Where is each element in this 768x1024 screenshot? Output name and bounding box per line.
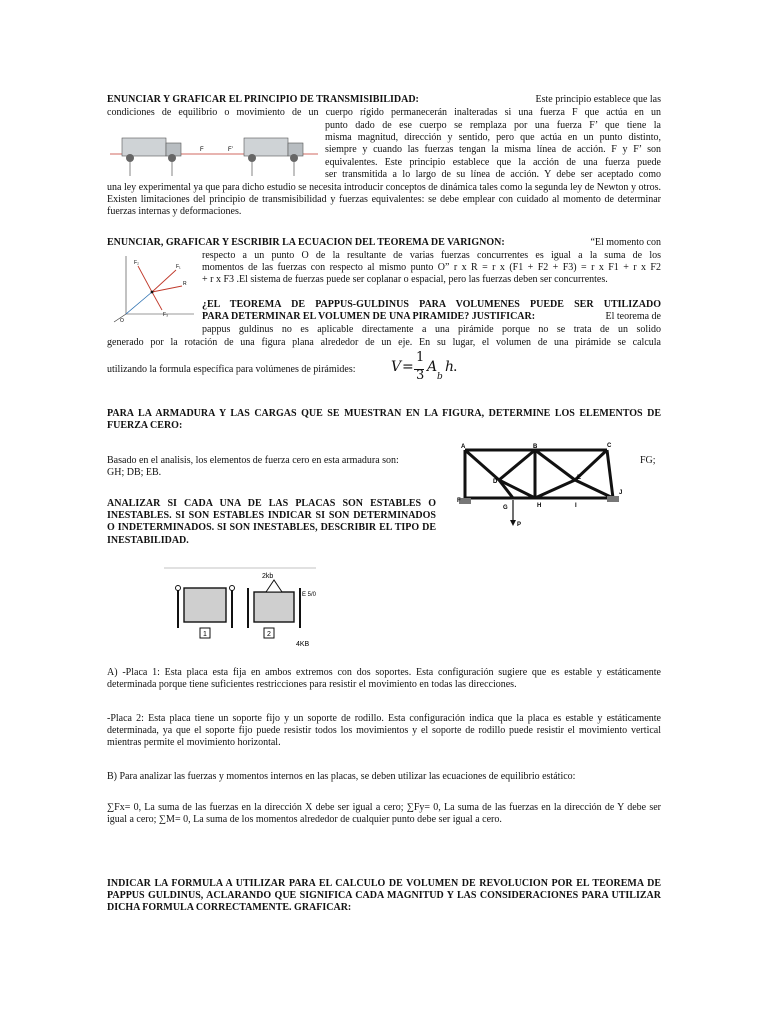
- side-line: equivalentes. Este principio establece que la acción de una fuerza puede: [325, 156, 661, 168]
- vector-f1: [152, 270, 176, 292]
- armadura-figure: [455, 440, 627, 530]
- label-f: F: [457, 498, 461, 504]
- formula-b: b: [437, 372, 443, 382]
- pappus-heading-line2: PARA DETERMINAR EL VOLUMEN DE UNA PIRAMIDE? JUSTIFICAR:: [202, 311, 536, 322]
- varignon-figure: [110, 252, 198, 324]
- side-line: respecto a un punto O de la resultante de varias fuerzas concurrentes es igual a la suma de los: [202, 250, 661, 261]
- varignon-line1: “El momento con: [590, 237, 661, 248]
- side-line: siempre y cuando las fuerzas tengan la misma línea de acción. F y F’ son: [325, 144, 661, 156]
- transmisibilidad-intro: [107, 94, 661, 106]
- placas-heading: ANALIZAR SI CADA UNA DE LAS PLACAS SON ESTABLES O INESTABLES. SI SON ESTABLES INDICAR SI SON DETERMINADOS O INDETERMINADOS. SI SON INESTABLES, DESCRIBIR EL TIPO DE INESTABILIDAD.: [107, 498, 436, 546]
- truss-members: [465, 450, 613, 498]
- truck-right: [244, 138, 303, 176]
- pyramid-volume-formula: [391, 352, 491, 388]
- transmisibilidad-line1: Este principio establece que las: [535, 94, 661, 105]
- origin-label: O: [120, 318, 124, 324]
- truck-left: [122, 138, 181, 176]
- transmisibilidad-rest: una ley experimental ya que para dicho estudio se necesita introducir conceptos de dinámica tales como la segunda ley de Newton y otros. Existen limitaciones del principio de transmisibilidad y fuerzas equivalentes: se debe emplear con cuidado al momento de determinar fuerzas internas y deformaciones.: [107, 182, 661, 218]
- label-j: J: [619, 490, 623, 496]
- side-line: + r x F3 .El sistema de fuerzas puede ser coplanar o espacial, pero las fuerzas deben ser concurrentes.: [202, 274, 608, 286]
- load-arrowhead: [510, 520, 516, 526]
- placas-equilibrium: ∑Fx= 0, La suma de las fuerzas en la dirección X debe ser igual a cero; ∑Fy= 0, La suma de las fuerzas en la dirección de Y debe ser igual a cero; ∑M= 0, La suma de los momentos alrededor de cualquier punto debe ser igual a cero.: [107, 802, 661, 826]
- pappus-line3: pappus guldinus no es aplicable directamente a una pirámide porque no se trata de un solido: [202, 324, 661, 335]
- plate-1: [176, 586, 235, 639]
- placas-answer-a1: A) -Placa 1: Esta placa esta fija en ambos extremos con dos soportes. Esta configuración sugiere que es estable y estáticamente determinada porque tiene suficientes restricciones para resistir el movimiento en todas las direcciones.: [107, 667, 661, 691]
- support-right: [607, 496, 619, 502]
- transmisibilidad-line2: condiciones de equilibrio o movimiento de un cuerpo rígido permanecerán inalteradas si una fuerza F que actúa en un: [107, 107, 661, 118]
- pappus-line4: generado por la rotación de una figura plana alrededor de un eje. En su lugar, el volumen de una pirámide se calcula: [107, 337, 661, 348]
- label-c: C: [607, 443, 612, 449]
- vector-f2: [138, 266, 152, 292]
- force-f-label: F: [200, 147, 204, 153]
- transmisibilidad-heading: ENUNCIAR Y GRAFICAR EL PRINCIPIO DE TRANSMISIBILIDAD:: [107, 94, 419, 105]
- label-g: G: [503, 505, 508, 511]
- side-line: ser transmitida a lo largo de su línea de acción. Y debe ser aceptado como: [325, 168, 661, 180]
- r-label: R: [183, 281, 187, 287]
- vector-f3: [152, 292, 162, 310]
- formula-den: 3: [416, 368, 425, 383]
- formula-h: h: [445, 359, 455, 375]
- transmisibilidad-figure: [108, 130, 320, 184]
- plate-2: [248, 573, 317, 648]
- formula-dot: .: [453, 359, 458, 375]
- truss-labels: [457, 443, 622, 528]
- placas-figure: [162, 566, 318, 650]
- force-fp-label: F’: [228, 147, 233, 153]
- label-i: I: [575, 503, 577, 509]
- formula-a: A: [427, 359, 438, 375]
- plate-2-top-load: 2kb: [262, 573, 274, 580]
- placas-answer-a2: -Placa 2: Esta placa tiene un soporte fijo y un soporte de rodillo. Esta configuración indica que la placa es estable y estáticamente determinada, ya que el soporte fijo puede resistir todos los movimientos y el soporte de rodillo puede resistir el movimiento vertical mientras permite el movimiento horizontal.: [107, 713, 661, 749]
- pappus-text: El teorema de: [605, 311, 661, 322]
- f2-label: F₂: [134, 260, 139, 266]
- varignon-heading: ENUNCIAR, GRAFICAR Y ESCRIBIR LA ECUACION DEL TEOREMA DE VARIGNON:: [107, 237, 505, 248]
- pappus-line2: [202, 311, 661, 323]
- placas-answer-b: B) Para analizar las fuerzas y momentos internos en las placas, se deben utilizar las ecuaciones de equilibrio estático:: [107, 771, 576, 782]
- armadura-answer-line2: GH; DB; EB.: [107, 467, 162, 478]
- armadura-answer-line1: Basado en el analisis, los elementos de fuerza cero en esta armadura son:: [107, 455, 399, 466]
- revolucion-heading: INDICAR LA FORMULA A UTILIZAR PARA EL CALCULO DE VOLUMEN DE REVOLUCION POR EL TEOREMA DE PAPPUS GULDINUS, ACLARANDO QUE SIGNIFICA CADA MAGNITUD Y LAS CONSIDERACIONES PARA UTILIZAR DICHA FORMULA CORRECTAMENTE. GRAFICAR:: [107, 878, 661, 914]
- pappus-heading-line1: ¿EL TEOREMA DE PAPPUS-GULDINUS PARA VOLUMENES PUEDE SER UTILIZADO: [202, 299, 661, 310]
- label-d: D: [493, 479, 498, 485]
- varignon-intro: [107, 237, 661, 249]
- armadura-answer-fg: FG;: [640, 455, 656, 466]
- side-line: misma magnitud, dirección y sentido, pero que actúa en un punto distinto,: [325, 132, 661, 144]
- label-e: E: [577, 475, 582, 481]
- pappus-line5: utilizando la formula específica para volúmenes de pirámides:: [107, 364, 356, 375]
- formula-v: V: [391, 359, 402, 375]
- transmisibilidad-side: [325, 120, 661, 181]
- formula-num: 1: [416, 350, 425, 365]
- label-a: A: [461, 444, 466, 450]
- vector-resultant: [152, 286, 182, 292]
- f3-label: F₃: [163, 312, 169, 318]
- f1-label: F₁: [176, 264, 181, 270]
- label-b: B: [533, 444, 538, 450]
- label-h: H: [537, 503, 542, 509]
- support-left: [459, 498, 471, 504]
- plate-2-label: 2: [267, 631, 271, 638]
- formula-eq: =: [402, 359, 414, 375]
- label-p: P: [517, 522, 522, 528]
- vector-r: [126, 292, 152, 314]
- plate-1-label: 1: [203, 631, 207, 638]
- armadura-heading: PARA LA ARMADURA Y LAS CARGAS QUE SE MUESTRAN EN LA FIGURA, DETERMINE LOS ELEMENTOS DE FUERZA CERO:: [107, 408, 661, 432]
- varignon-side: [202, 250, 661, 287]
- plate-2-right-load: E 5/0: [302, 592, 317, 598]
- plate-2-bottom-load: 4KB: [296, 641, 310, 648]
- side-line: momentos de las fuerzas con respecto al mismo punto O” r x R = r x (F1 + F2 + F3) = r x F1 + r x F2: [202, 262, 661, 274]
- side-line: punto dado de ese cuerpo se remplaza por una fuerza F’ que tiene la: [325, 120, 661, 131]
